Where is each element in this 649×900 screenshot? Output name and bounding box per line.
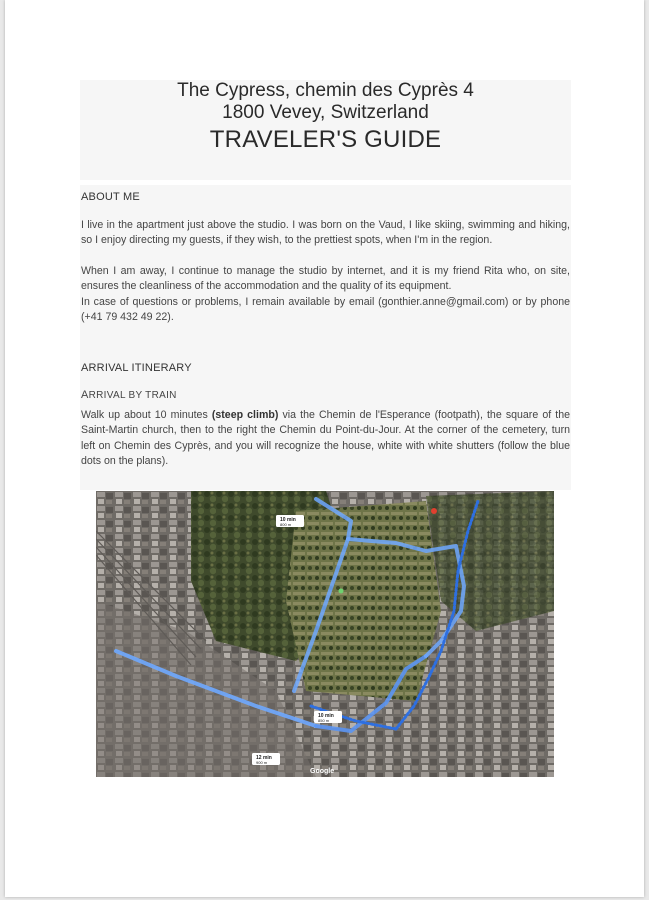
badge-2-distance: 850 m — [318, 718, 330, 723]
about-heading: ABOUT ME — [81, 191, 140, 203]
walk-directions — [81, 408, 570, 469]
walk-time-badge-2 — [314, 711, 342, 723]
satellite-route-map[interactable] — [96, 491, 554, 777]
cemetery — [286, 501, 441, 701]
badge-1-distance: 800 m — [280, 522, 292, 527]
document-page — [5, 0, 644, 897]
walk-directions-rest: via the Chemin de l'Esperance (footpath), the square of the Saint-Martin church, then to the right the Chemin du Point-du-Jour. At the corner of the cemetery, turn left on Chemin des Cyprès, and you will recognize the house, white with white shutters (follow the blue dots on the plans). — [81, 409, 570, 467]
itinerary-heading: ARRIVAL ITINERARY — [81, 362, 192, 374]
walk-directions-intro: Walk up about 10 minutes — [81, 409, 212, 421]
address-line-2: 1800 Vevey, Switzerland — [222, 102, 429, 123]
about-paragraph-2: When I am away, I continue to manage the studio by internet, and it is my friend Rita who, on site, ensures the cleanliness of the accommodation and the quality of its equipment. — [81, 265, 570, 293]
walk-time-badge-3 — [252, 753, 280, 765]
about-paragraph-3: In case of questions or problems, I remain available by email (gonthier.anne@gmail.com) or by phone (+41 79 432 49 22). — [81, 296, 570, 324]
subheading-rest: RRIVAL BY TRAIN — [88, 390, 177, 401]
subheading-initial: A — [81, 389, 89, 401]
address-line-1: The Cypress, chemin des Cyprès 4 — [177, 80, 474, 101]
google-attribution: Google — [310, 768, 335, 775]
walk-time-badge-1 — [276, 515, 304, 527]
about-paragraph-1: I live in the apartment just above the studio. I was born on the Vaud, I like skiing, swimming and hiking, so I enjoy directing my guests, if they wish, to the prettiest spots, when I'm in the region. — [81, 219, 570, 247]
map-image — [96, 491, 554, 777]
document-header — [80, 80, 571, 155]
badge-3-time: 12 min — [256, 755, 272, 761]
guide-title: TRAVELER'S GUIDE — [209, 126, 442, 153]
badge-1-time: 10 min — [280, 517, 296, 523]
badge-3-distance: 900 m — [256, 760, 268, 765]
destination-pin — [431, 508, 437, 514]
cemetery-marker — [339, 589, 344, 594]
walk-directions-emphasis: (steep climb) — [211, 409, 279, 421]
badge-2-time: 10 min — [318, 713, 334, 719]
arrival-by-train-subheading — [81, 389, 177, 401]
